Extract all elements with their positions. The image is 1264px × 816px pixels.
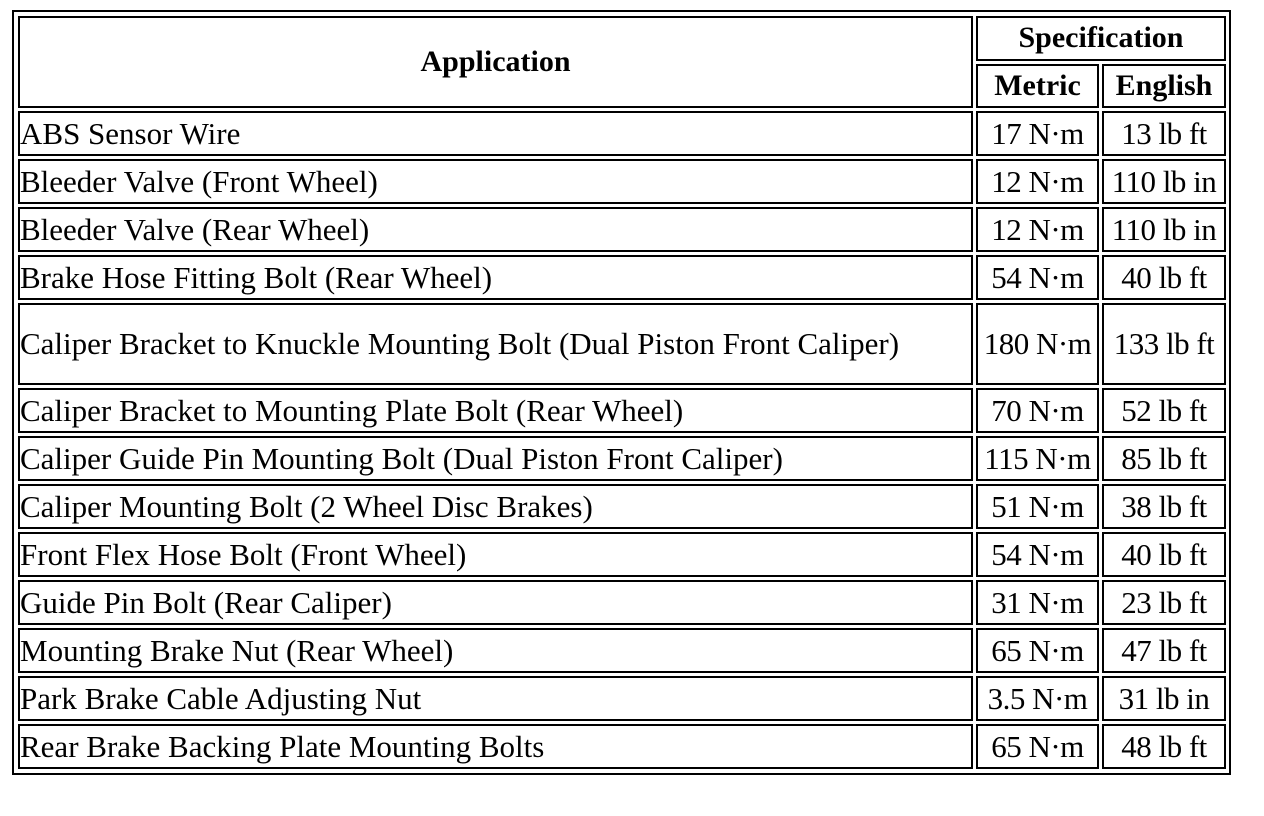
application-cell: Rear Brake Backing Plate Mounting Bolts [18, 724, 973, 769]
table-row [18, 628, 1226, 673]
english-cell: 85 lb ft [1102, 436, 1226, 481]
application-cell: Front Flex Hose Bolt (Front Wheel) [18, 532, 973, 577]
application-cell: Bleeder Valve (Front Wheel) [18, 159, 973, 204]
metric-cell: 70 N·m [976, 388, 1099, 433]
torque-spec-table-frame [12, 10, 1231, 775]
table-row [18, 436, 1226, 481]
english-cell: 13 lb ft [1102, 111, 1226, 156]
metric-cell: 180 N·m [976, 303, 1099, 385]
metric-cell: 17 N·m [976, 111, 1099, 156]
application-cell: Caliper Guide Pin Mounting Bolt (Dual Piston Front Caliper) [18, 436, 973, 481]
english-cell: 110 lb in [1102, 159, 1226, 204]
metric-cell: 12 N·m [976, 159, 1099, 204]
table-row [18, 484, 1226, 529]
metric-cell: 51 N·m [976, 484, 1099, 529]
torque-spec-table [15, 13, 1229, 772]
application-cell: Caliper Mounting Bolt (2 Wheel Disc Brakes) [18, 484, 973, 529]
application-cell: Guide Pin Bolt (Rear Caliper) [18, 580, 973, 625]
header-row-top [18, 16, 1226, 61]
english-cell: 38 lb ft [1102, 484, 1226, 529]
table-row [18, 724, 1226, 769]
english-cell: 52 lb ft [1102, 388, 1226, 433]
metric-cell: 115 N·m [976, 436, 1099, 481]
table-row [18, 303, 1226, 385]
english-header: English [1102, 64, 1226, 109]
english-cell: 110 lb in [1102, 207, 1226, 252]
application-header: Application [18, 16, 973, 108]
application-cell: Park Brake Cable Adjusting Nut [18, 676, 973, 721]
metric-cell: 3.5 N·m [976, 676, 1099, 721]
application-cell: Caliper Bracket to Knuckle Mounting Bolt (Dual Piston Front Caliper) [18, 303, 973, 385]
table-row [18, 532, 1226, 577]
table-row [18, 676, 1226, 721]
metric-cell: 65 N·m [976, 628, 1099, 673]
table-body [18, 111, 1226, 769]
table-row [18, 159, 1226, 204]
english-cell: 31 lb in [1102, 676, 1226, 721]
metric-header: Metric [976, 64, 1099, 109]
application-cell: ABS Sensor Wire [18, 111, 973, 156]
application-cell: Caliper Bracket to Mounting Plate Bolt (Rear Wheel) [18, 388, 973, 433]
metric-cell: 54 N·m [976, 255, 1099, 300]
table-row [18, 111, 1226, 156]
english-cell: 48 lb ft [1102, 724, 1226, 769]
english-cell: 40 lb ft [1102, 255, 1226, 300]
table-row [18, 207, 1226, 252]
metric-cell: 65 N·m [976, 724, 1099, 769]
english-cell: 23 lb ft [1102, 580, 1226, 625]
application-cell: Brake Hose Fitting Bolt (Rear Wheel) [18, 255, 973, 300]
table-row [18, 255, 1226, 300]
english-cell: 47 lb ft [1102, 628, 1226, 673]
application-cell: Bleeder Valve (Rear Wheel) [18, 207, 973, 252]
application-cell: Mounting Brake Nut (Rear Wheel) [18, 628, 973, 673]
metric-cell: 31 N·m [976, 580, 1099, 625]
table-row [18, 580, 1226, 625]
metric-cell: 54 N·m [976, 532, 1099, 577]
specification-header: Specification [976, 16, 1226, 61]
english-cell: 40 lb ft [1102, 532, 1226, 577]
metric-cell: 12 N·m [976, 207, 1099, 252]
english-cell: 133 lb ft [1102, 303, 1226, 385]
table-row [18, 388, 1226, 433]
